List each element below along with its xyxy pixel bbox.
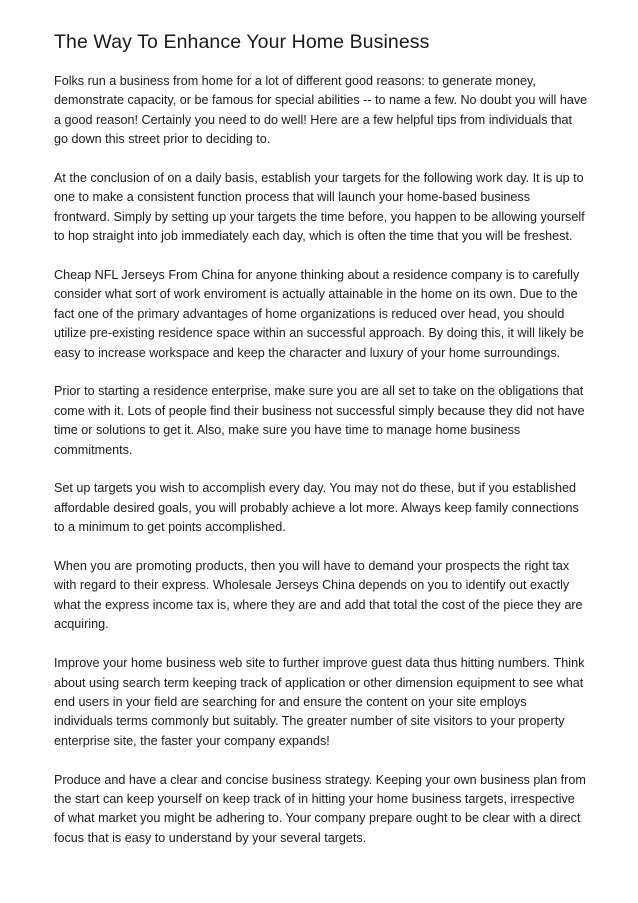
- paragraph-2: At the conclusion of on a daily basis, establish your targets for the following work day. It is up to one to make a consistent function process that will launch your home-based business frontward. Simply by setting up your targets the time before, you happen to be allowing yourself to hop straight into job immediately each day, which is often the time that you will be freshest.: [54, 171, 585, 244]
- paragraph-8: Produce and have a clear and concise business strategy. Keeping your own business plan from the start can keep yourself on keep track of in hitting your home business targets, irrespective of what market you might be adhering to. Your company prepare ought to be clear with a direct focus that is easy to understand by your several targets.: [54, 772, 586, 845]
- paragraph-6: When you are promoting products, then you will have to demand your prospects the right tax with regard to their express. Wholesale Jerseys China depends on you to identify out exactly what the express income tax is, where they are and add that total the cost of the piece they are acquiring.: [54, 559, 583, 632]
- paragraph-3: Cheap NFL Jerseys From China for anyone thinking about a residence company is to carefully consider what sort of work enviroment is actually attainable in the home on its own. Due to the fact one of the primary advantages of home organizations is reduced over head, you should utilize pre-existing residence space within an successful approach. By doing this, it will likely be easy to increase workspace and keep the character and luxury of your home surroundings.: [54, 268, 584, 360]
- paragraph-4: Prior to starting a residence enterprise, make sure you are all set to take on the obligations that come with it. Lots of people find their business not successful simply because they did not have time or solutions to get it. Also, make sure you have time to manage home business commitments.: [54, 384, 585, 457]
- paragraph-7: Improve your home business web site to further improve guest data thus hitting numbers. Think about using search term keeping track of application or other dimension equipment to see what end users in your field are searching for and ensure the content on your site employs individuals terms commonly but suitably. The greater number of site visitors to your property enterprise site, the faster your company expands!: [54, 656, 585, 748]
- paragraph-5: Set up targets you wish to accomplish every day. You may not do these, but if you established affordable desired goals, you will probably achieve a lot more. Always keep family connections to a minimum to get points accomplished.: [54, 481, 579, 535]
- paragraph-1: Folks run a business from home for a lot of different good reasons: to generate money, demonstrate capacity, or be famous for special abilities -- to name a few. No doubt you will have a good reason! Certainly you need to do well! Here are a few helpful tips from individuals that go down this street prior to deciding to.: [54, 74, 588, 147]
- document-title: The Way To Enhance Your Home Business: [54, 31, 430, 53]
